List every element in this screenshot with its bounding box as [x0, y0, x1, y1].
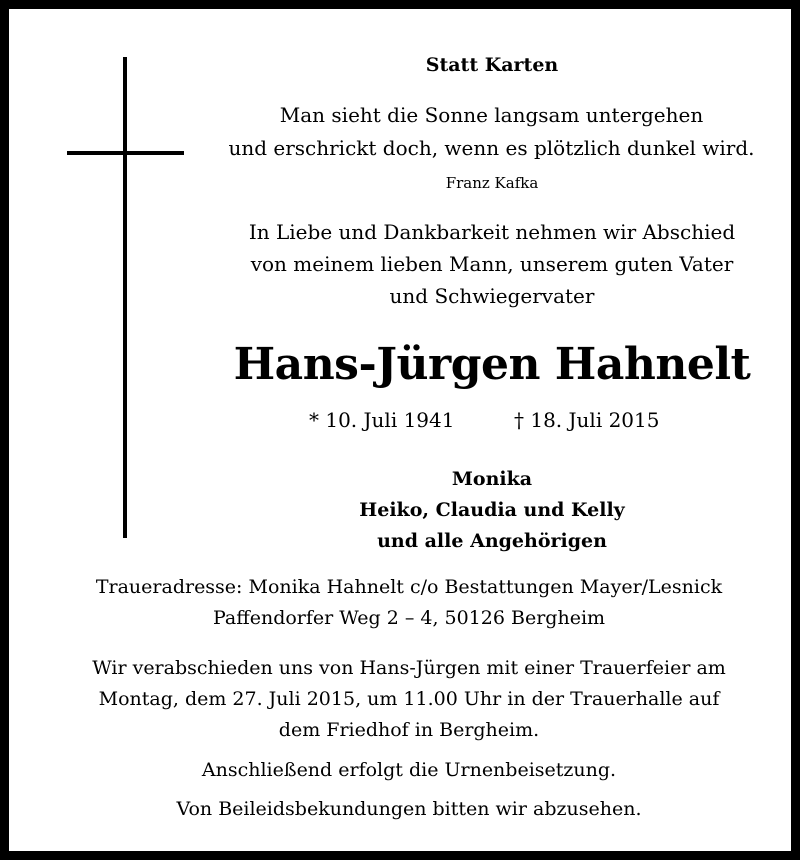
ceremony-line: Montag, dem 27. Juli 2015, um 11.00 Uhr in der Trauerhalle auf — [98, 688, 720, 710]
urn-note: Anschließend erfolgt die Urnenbeisetzung. — [201, 759, 617, 781]
signatory-line: Heiko, Claudia und Kelly — [359, 499, 625, 521]
birth-date: * 10. Juli 1941 — [309, 408, 455, 432]
intro-line: In Liebe und Dankbarkeit nehmen wir Abschied — [248, 220, 736, 244]
address-line: Paffendorfer Weg 2 – 4, 50126 Bergheim — [212, 607, 606, 629]
quote-author: Franz Kafka — [445, 174, 539, 192]
notice-header: Statt Karten — [425, 54, 559, 76]
condolence-note: Von Beileidsbekundungen bitten wir abzusehen. — [176, 798, 642, 820]
ceremony-line: dem Friedhof in Bergheim. — [278, 719, 540, 741]
deceased-name: Hans-Jürgen Hahnelt — [233, 339, 751, 390]
address-line: Traueradresse: Monika Hahnelt c/o Bestattungen Mayer/Lesnick — [95, 576, 723, 598]
cross-icon — [123, 57, 127, 538]
cross-icon-bar — [67, 151, 184, 155]
quote-line: und erschrickt doch, wenn es plötzlich dunkel wird. — [228, 136, 755, 160]
signatory-line: und alle Angehörigen — [377, 530, 607, 552]
intro-line: und Schwiegervater — [389, 284, 595, 308]
ceremony-line: Wir verabschieden uns von Hans-Jürgen mit einer Trauerfeier am — [92, 657, 726, 679]
death-date: † 18. Juli 2015 — [514, 408, 660, 432]
intro-line: von meinem lieben Mann, unserem guten Vater — [250, 252, 734, 276]
signatory-line: Monika — [451, 468, 533, 490]
quote-line: Man sieht die Sonne langsam untergehen — [279, 103, 704, 127]
